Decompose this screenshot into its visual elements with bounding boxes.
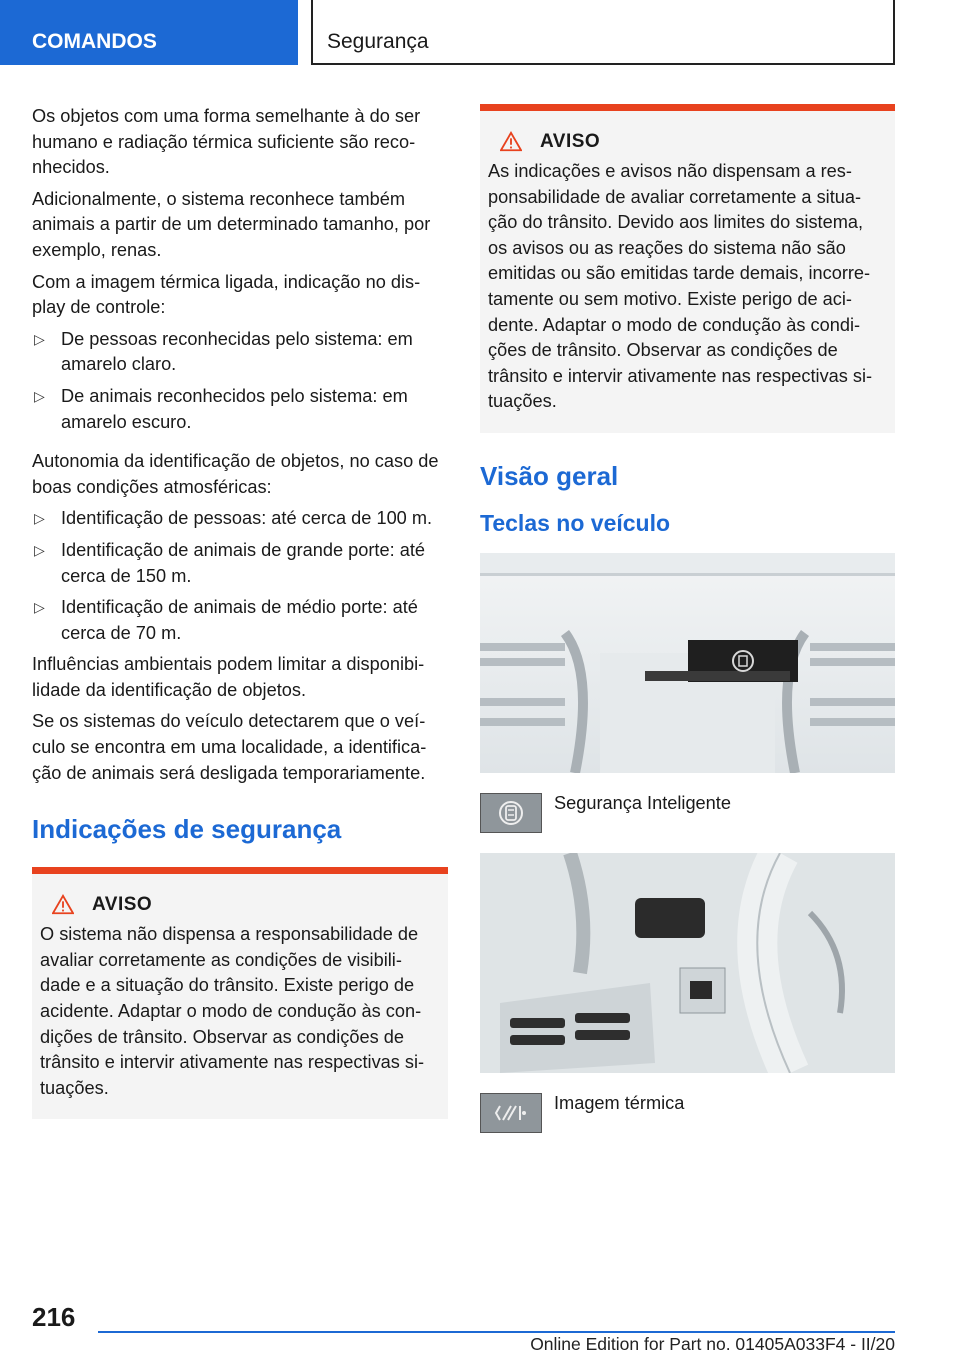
triangle-bullet-icon: ▷ <box>34 510 45 527</box>
sub-heading: Teclas no veículo <box>480 509 671 536</box>
footer-edition: Online Edition for Part no. 01405A033F4 - II/20 <box>530 1334 895 1354</box>
list-item-text: De animais reconhecidos pelo sistema: em amarelo escuro. <box>61 385 408 432</box>
warning-text: As indicações e avisos não dispensam a res-ponsabilidade de avaliar corretamente a situa-ção do trânsito. Devido aos limites do sistema, os avisos ou as reações do sistema não são emitidas ou são emitidas tarde demais, incorre-tamente ou sem motivo. Existe perigo de aci-dente. Adaptar o modo de condução às condi-ções de trânsito. Observar as condições de trânsito e intervir ativamente nas respectivas si-tuações. <box>488 161 873 412</box>
list-item <box>32 538 448 589</box>
paragraph: Influências ambientais podem limitar a disponibi-lidade da identificação de objetos. <box>32 654 425 700</box>
list-item-text: De pessoas reconhecidas pelo sistema: em amarelo claro. <box>61 328 413 375</box>
steering-illustration <box>480 853 895 1073</box>
chapter-title: Segurança <box>311 0 895 65</box>
triangle-bullet-icon: ▷ <box>34 387 45 404</box>
paragraph: Se os sistemas do veículo detectarem que o veí-culo se encontra em uma localidade, a identifica-ção de animais será desligada temporariamente. <box>32 711 427 783</box>
key-row-thermal-image <box>480 1093 895 1133</box>
section-heading: Visão geral <box>480 460 619 491</box>
dashboard-illustration <box>480 553 895 773</box>
section-tab: COMANDOS <box>0 0 298 65</box>
night-vision-button-icon <box>480 1093 542 1133</box>
triangle-bullet-icon: ▷ <box>34 330 45 347</box>
paragraph: Os objetos com uma forma semelhante à do ser humano e radiação térmica suficiente são reco-nhecidos. <box>32 106 421 178</box>
paragraph: Autonomia da identificação de objetos, no caso de boas condições atmosféricas: <box>32 451 439 497</box>
warning-box <box>480 104 895 433</box>
dashboard-buttons-photo <box>480 553 895 773</box>
section-heading: Indicações de segurança <box>32 814 342 845</box>
key-label: Imagem térmica <box>554 1092 685 1113</box>
warning-triangle-icon <box>500 131 522 153</box>
footer-divider <box>98 1331 895 1333</box>
key-label: Segurança Inteligente <box>554 792 731 813</box>
warning-title: AVISO <box>92 894 153 916</box>
list-item-text: Identificação de animais de médio porte: até cerca de 70 m. <box>61 597 418 643</box>
warning-triangle-icon <box>52 894 74 916</box>
paragraph: Com a imagem térmica ligada, indicação no dis-play de controle: <box>32 271 421 318</box>
list-item <box>32 595 448 646</box>
list-item <box>32 327 448 378</box>
triangle-bullet-icon: ▷ <box>34 599 45 616</box>
left-column <box>32 104 448 1119</box>
warning-header <box>40 894 440 916</box>
warning-title: AVISO <box>540 131 601 152</box>
paragraph: Adicionalmente, o sistema reconhece também animais a partir de um determinado tamanho, por exemplo, renas. <box>32 188 431 260</box>
right-column <box>480 104 895 1153</box>
steering-column-photo <box>480 853 895 1073</box>
list-item <box>32 384 448 435</box>
list-item <box>32 506 448 532</box>
warning-text: O sistema não dispensa a responsabilidade de avaliar corretamente as condições de visibili-dade e a situação do trânsito. Existe perigo de acidente. Adaptar o modo de condução às con-dições de trânsito. Observar as condições de trânsito e intervir ativamente nas respectivas si-tuações. <box>40 924 425 1098</box>
warning-header <box>488 131 887 153</box>
triangle-bullet-icon: ▷ <box>34 541 45 558</box>
warning-box <box>32 867 448 1119</box>
key-row-intelligent-safety <box>480 793 895 833</box>
intelligent-safety-button-icon <box>480 793 542 833</box>
page-number: 216 <box>32 1302 76 1332</box>
list-item-text: Identificação de pessoas: até cerca de 100 m. <box>61 508 433 529</box>
bullet-list <box>32 506 448 646</box>
list-item-text: Identificação de animais de grande porte: até cerca de 150 m. <box>61 539 425 586</box>
bullet-list <box>32 327 448 435</box>
